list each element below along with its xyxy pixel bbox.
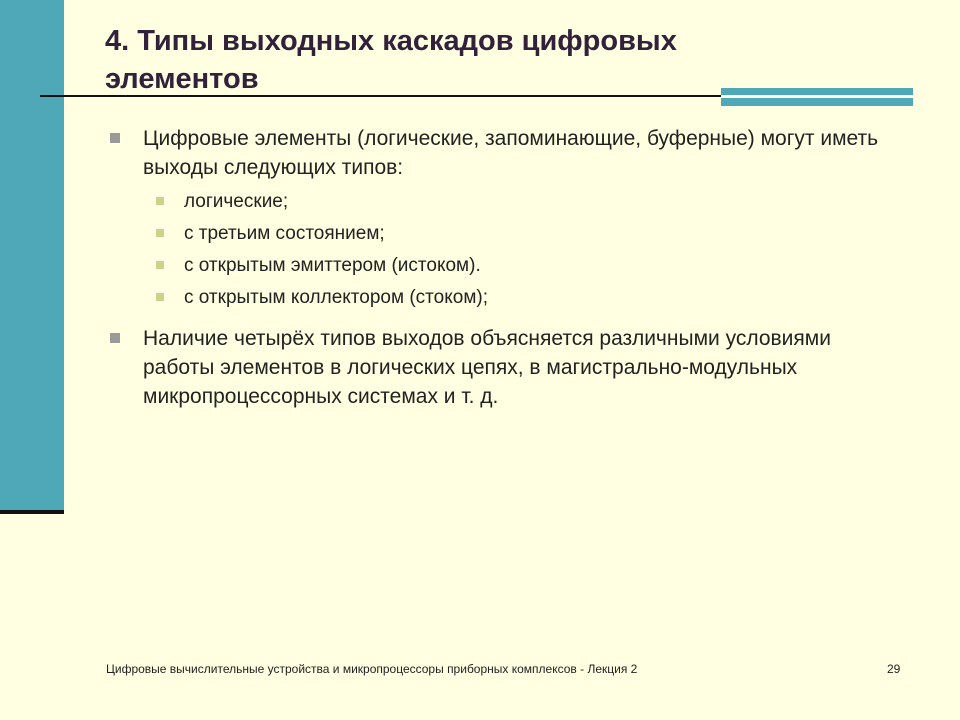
page-number: 29 bbox=[887, 662, 901, 676]
left-accent-bar-underline bbox=[0, 510, 64, 514]
sub-bullet-text: с открытым эмиттером (истоком). bbox=[184, 255, 481, 276]
bullet-item-2 bbox=[108, 324, 908, 411]
bullet-text-2: Наличие четырёх типов выходов объясняется различными условиями работы элементов в логических цепях, в магистрально-модульных микропроцессорных системах и т. д. bbox=[143, 327, 831, 408]
bullet-item-1 bbox=[108, 124, 908, 314]
sub-bullet-item bbox=[143, 186, 908, 218]
title-accent-bar-gap bbox=[721, 95, 913, 98]
bullet-text-1: Цифровые элементы (логические, запоминающие, буферные) могут иметь выходы следующих типов: bbox=[143, 127, 879, 179]
small-square-bullet-icon bbox=[156, 197, 164, 205]
sub-bullet-item bbox=[143, 282, 908, 314]
sub-bullet-text: с третьим состоянием; bbox=[184, 223, 385, 244]
small-square-bullet-icon bbox=[156, 229, 164, 237]
slide-footer: Цифровые вычислительные устройства и микропроцессоры приборных комплексов - Лекция 2 bbox=[106, 662, 638, 676]
square-bullet-icon bbox=[110, 133, 120, 143]
sub-bullet-item bbox=[143, 250, 908, 282]
sub-bullet-text: логические; bbox=[184, 191, 289, 212]
slide-title: 4. Типы выходных каскадов цифровых элементов bbox=[105, 25, 677, 95]
square-bullet-icon bbox=[110, 333, 120, 343]
left-accent-bar bbox=[0, 0, 64, 512]
sub-bullet-list bbox=[143, 186, 908, 314]
sub-bullet-item bbox=[143, 218, 908, 250]
small-square-bullet-icon bbox=[156, 293, 164, 301]
slide-content bbox=[108, 124, 908, 411]
sub-bullet-text: с открытым коллектором (стоком); bbox=[184, 287, 488, 308]
small-square-bullet-icon bbox=[156, 261, 164, 269]
